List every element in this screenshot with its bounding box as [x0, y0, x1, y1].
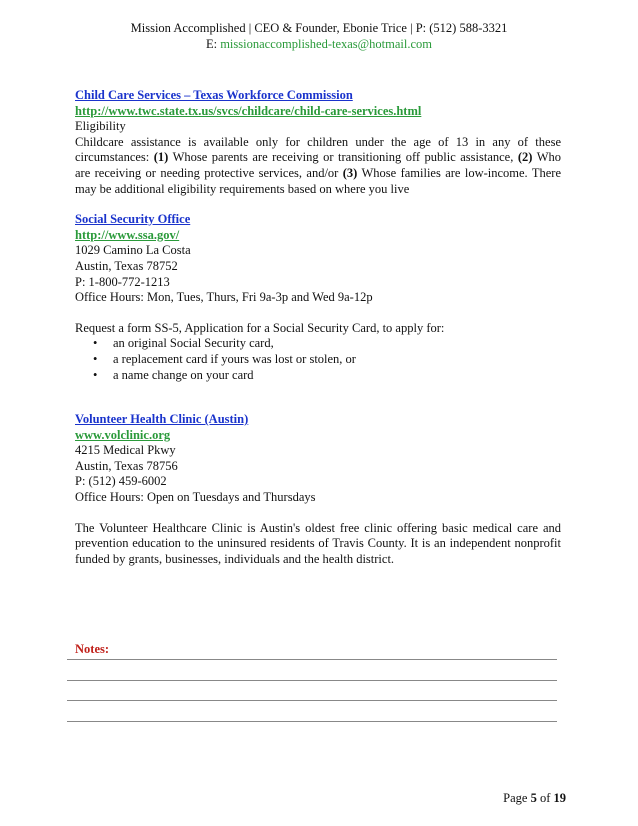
- of-word: of: [539, 791, 551, 805]
- page-footer: [503, 790, 566, 806]
- eligibility-heading: Eligibility: [75, 119, 126, 134]
- header-email-line: [0, 36, 638, 52]
- clinic-address-line2: Austin, Texas 78756: [75, 458, 178, 473]
- ssa-hours: Office Hours: Mon, Tues, Thurs, Fri 9a-3p and Wed 9a-12p: [75, 290, 373, 305]
- ssa-address-line2: Austin, Texas 78752: [75, 258, 178, 273]
- ssa-title[interactable]: Social Security Office: [75, 212, 191, 227]
- list-item: • a replacement card if yours was lost or stolen, or: [93, 351, 356, 366]
- ssa-phone: P: 1-800-772-1213: [75, 274, 170, 289]
- email-prefix: E:: [205, 37, 221, 51]
- bullet-icon: •: [93, 336, 98, 351]
- list-item: • a name change on your card: [93, 367, 254, 382]
- page-header: [0, 20, 638, 52]
- childcare-eligibility-paragraph: Childcare assistance is available only for children under the age of 13 in any of these circumstances: (1) Whose parents are receiving or transitioning off public assistance, (2) Who are receiving or needing protective services, and/or (3) Whose families are low-income. There may be additional eligibility requirements based on where you live: [75, 134, 561, 196]
- page-total: 19: [553, 791, 566, 805]
- ssa-request-text: Request a form SS-5, Application for a Social Security Card, to apply for:: [75, 320, 445, 335]
- notes-line: [67, 680, 557, 681]
- ssa-bullet-list: [75, 336, 561, 383]
- page-word: Page: [503, 791, 528, 805]
- clinic-title[interactable]: Volunteer Health Clinic (Austin): [75, 412, 249, 427]
- notes-line: [67, 659, 557, 660]
- ssa-address-line1: 1029 Camino La Costa: [75, 243, 191, 258]
- clinic-url-link[interactable]: www.volclinic.org: [75, 427, 171, 442]
- clinic-section: [75, 412, 561, 567]
- clinic-hours: Office Hours: Open on Tuesdays and Thursdays: [75, 490, 316, 505]
- childcare-title[interactable]: Child Care Services – Texas Workforce Commission: [75, 88, 353, 102]
- list-item: • an original Social Security card,: [93, 336, 274, 351]
- bullet-icon: •: [93, 367, 98, 382]
- ssa-section: [75, 212, 561, 383]
- clinic-address-line1: 4215 Medical Pkwy: [75, 443, 176, 458]
- notes-line: [67, 721, 557, 722]
- header-email-link[interactable]: missionaccomplished-texas@hotmail.com: [220, 37, 433, 51]
- notes-line: [67, 700, 557, 701]
- bullet-icon: •: [93, 351, 98, 366]
- clinic-phone: P: (512) 459-6002: [75, 474, 167, 489]
- page-content: [75, 88, 561, 582]
- notes-label: Notes:: [75, 642, 110, 656]
- page-number: 5: [530, 791, 537, 805]
- ssa-url-link[interactable]: http://www.ssa.gov/: [75, 227, 180, 242]
- header-contact-line: Mission Accomplished | CEO & Founder, Ebonie Trice | P: (512) 588-3321: [130, 21, 508, 35]
- childcare-section: [75, 88, 561, 197]
- clinic-description: The Volunteer Healthcare Clinic is Austin's oldest free clinic offering basic medical care and prevention education to the uninsured residents of Travis County. It is an independent nonprofit funded by grants, businesses, individuals and the health district.: [75, 520, 561, 566]
- childcare-url-link[interactable]: http://www.twc.state.tx.us/svcs/childcare/child-care-services.html: [75, 103, 422, 118]
